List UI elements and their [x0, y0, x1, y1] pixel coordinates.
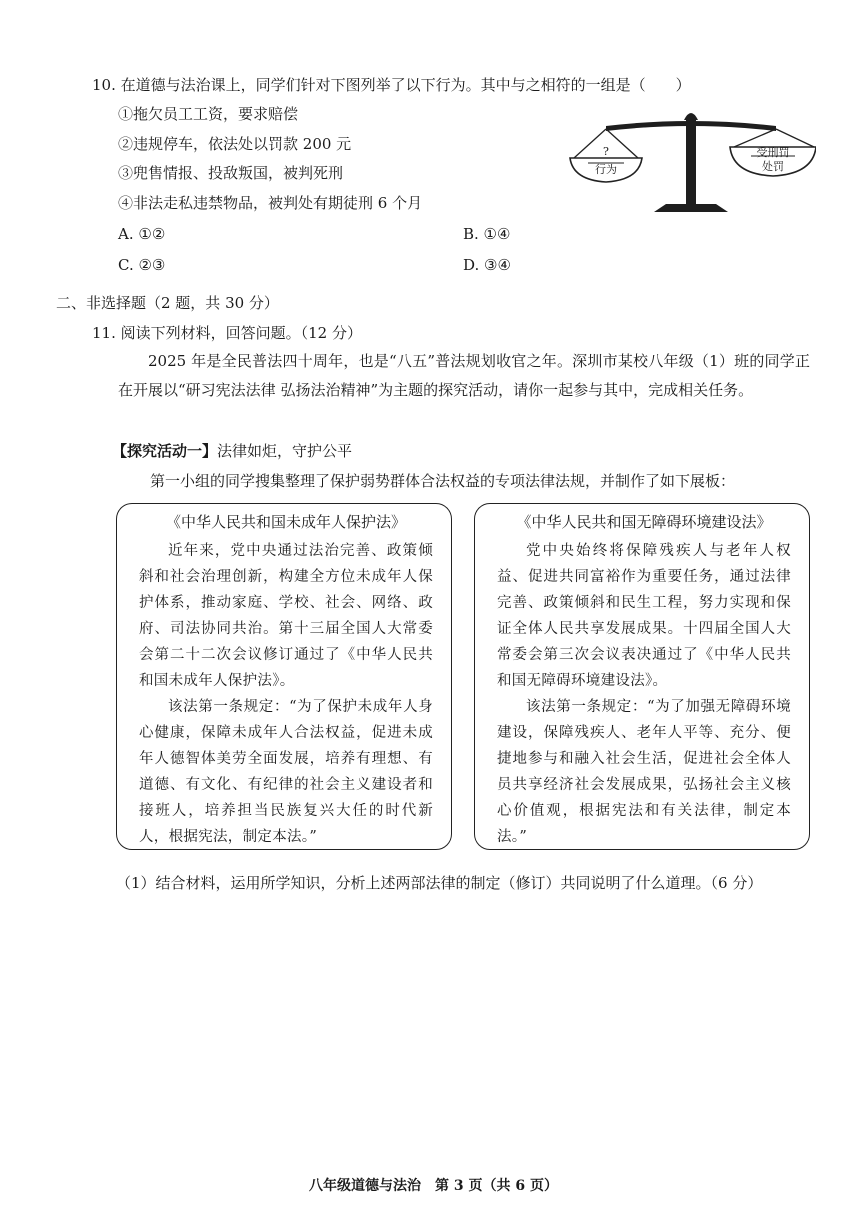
q11-stem: 11. 阅读下列材料，回答问题。（12 分）: [92, 324, 362, 342]
q11-subquestion-1: （1）结合材料，运用所学知识，分析上述两部法律的制定（修订）共同说明了什么道理。（6 分）: [116, 874, 763, 892]
activity1-title: 法律如炬，守护公平: [217, 442, 353, 460]
right-law-board: [474, 503, 810, 850]
activity1-heading: [112, 441, 352, 461]
q10-stem: 10. 在道德与法治课上，同学们针对下图列举了以下行为。其中与之相符的一组是（ ）: [92, 76, 691, 94]
q10-option-d: D. ③④: [463, 256, 511, 274]
section2-heading: 二、非选择题（2 题，共 30 分）: [56, 294, 279, 312]
q10-item-1: ①拖欠员工工资，要求赔偿: [118, 105, 299, 123]
scale-right-top-label: 受刑罚: [756, 146, 790, 159]
left-board-paragraph-1: 近年来，党中央通过法治完善、政策倾斜和社会治理创新，构建全方位未成年人保护体系，推动家庭、学校、社会、网络、政府、司法协同共治。第十三届全国人大常委会第二十二次会议修订通过了《中华人民共和国未成年人保护法》。: [139, 543, 433, 689]
scale-left-top-label: ?: [603, 145, 609, 158]
q10-option-b: B. ①④: [463, 225, 511, 243]
q10-item-2: ②违规停车，依法处以罚款 200 元: [118, 135, 352, 153]
page-footer: 八年级道德与法治 第 3 页（共 6 页）: [309, 1178, 558, 1194]
right-board-paragraph-2: 该法第一条规定：“为了加强无障碍环境建设，保障残疾人、老年人平等、充分、便捷地参与和融入社会生活，促进社会全体人员共享经济社会发展成果，弘扬社会主义核心价值观，根据宪法和有关法律，制定本法。”: [497, 699, 791, 845]
left-law-board: [116, 503, 452, 850]
right-board-title: 《中华人民共和国无障碍环境建设法》: [516, 513, 772, 531]
right-board-paragraph-1: 党中央始终将保障残疾人与老年人权益、促进共同富裕作为重要任务，通过法律完善、政策倾斜和民生工程，努力实现和保证全体人民共享发展成果。十四届全国人大常委会第三次会议表决通过了《中华人民共和国无障碍环境建设法》。: [497, 543, 791, 689]
q10-option-c: C. ②③: [118, 256, 166, 274]
activity1-tag: 【探究活动一】: [112, 442, 218, 460]
q10-option-a: A. ①②: [118, 225, 166, 243]
scale-right-bottom-label: 处罚: [762, 160, 784, 173]
q11-intro: 2025 年是全民普法四十周年，也是“八五”普法规划收官之年。深圳市某校八年级（1）班的同学正在开展以“研习宪法法律 弘扬法治精神”为主题的探究活动，请你一起参与其中，完成相关任务。: [118, 352, 810, 399]
q10-item-4: ④非法走私违禁物品，被判处有期徒刑 6 个月: [118, 194, 423, 212]
left-board-paragraph-2: 该法第一条规定：“为了保护未成年人身心健康，保障未成年人合法权益，促进未成年人德智体美劳全面发展，培养有理想、有道德、有文化、有纪律的社会主义建设者和接班人，培养担当民族复兴大任的时代新人，根据宪法，制定本法。”: [139, 699, 433, 845]
left-board-title: 《中华人民共和国未成年人保护法》: [165, 513, 406, 531]
scale-left-bottom-label: 行为: [595, 163, 617, 176]
q10-item-3: ③兜售情报、投敌叛国，被判死刑: [118, 164, 344, 182]
group-text: 第一小组的同学搜集整理了保护弱势群体合法权益的专项法律法规，并制作了如下展板：: [150, 472, 736, 490]
balance-scale-figure: [566, 104, 816, 216]
